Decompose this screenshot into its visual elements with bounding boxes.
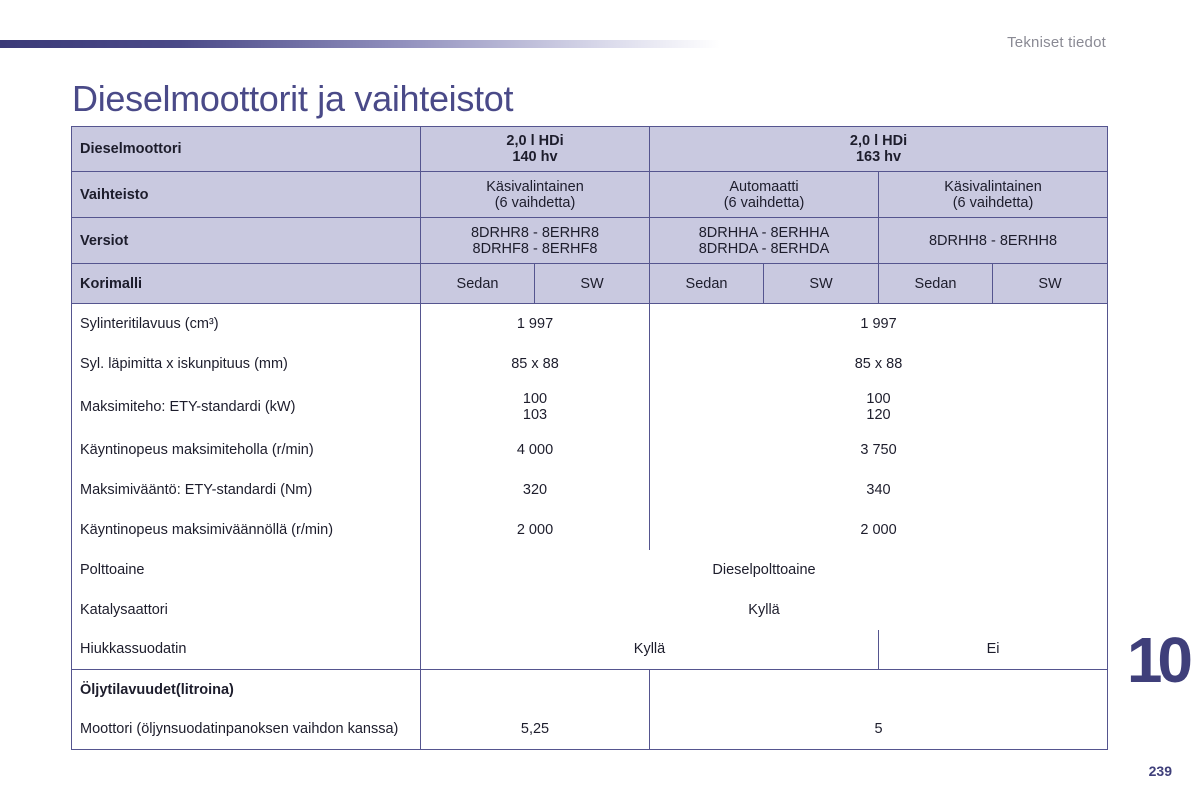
versions-label: Versiot xyxy=(72,218,421,264)
header-gradient-bar xyxy=(0,40,720,48)
engine-163-line1: 2,0 l HDi xyxy=(849,133,908,149)
spec-label: Käyntinopeus maksimiteholla (r/min) xyxy=(72,430,421,470)
chapter-number: 10 xyxy=(1126,624,1188,696)
section-label: Tekniset tiedot xyxy=(1007,34,1106,51)
spec-value-163: 3 750 xyxy=(650,430,1108,470)
spec-row xyxy=(72,510,1108,550)
oil-empty-cell xyxy=(421,670,650,710)
spec-value-140: 1 997 xyxy=(421,304,650,344)
spec-value-line1: 100 xyxy=(522,390,548,407)
version-line2: 8DRHDA - 8ERHDA xyxy=(698,240,830,257)
version-cell xyxy=(650,218,879,264)
gearbox-line2: (6 vaihdetta) xyxy=(494,194,576,211)
spec-label: Syl. läpimitta x iskunpituus (mm) xyxy=(72,344,421,384)
body-row xyxy=(72,264,1108,304)
particle-filter-row xyxy=(72,630,1108,670)
spec-row xyxy=(72,304,1108,344)
gearbox-cell xyxy=(421,172,650,218)
gearbox-line2: (6 vaihdetta) xyxy=(952,194,1034,211)
spec-value-163 xyxy=(650,384,1108,430)
version-cell xyxy=(879,218,1108,264)
spec-label: Maksimivääntö: ETY-standardi (Nm) xyxy=(72,470,421,510)
gearbox-line1: Automaatti xyxy=(729,178,799,195)
body-label: Korimalli xyxy=(72,264,421,304)
fuel-row xyxy=(72,550,1108,590)
fuel-value: Dieselpolttoaine xyxy=(421,550,1108,590)
engine-140-cell xyxy=(421,127,650,172)
page-number: 239 xyxy=(1148,763,1172,779)
engine-163-cell xyxy=(650,127,1108,172)
particle-filter-label: Hiukkassuodatin xyxy=(72,630,421,670)
spec-value-line2: 103 xyxy=(522,406,548,423)
body-type-cell: Sedan xyxy=(650,264,764,304)
spec-value-163: 340 xyxy=(650,470,1108,510)
gearbox-cell xyxy=(650,172,879,218)
spec-row xyxy=(72,344,1108,384)
versions-row xyxy=(72,218,1108,264)
gearbox-cell xyxy=(879,172,1108,218)
spec-label: Käyntinopeus maksimiväännöllä (r/min) xyxy=(72,510,421,550)
spec-value-140: 4 000 xyxy=(421,430,650,470)
oil-label: Moottori (öljynsuodatinpanoksen vaihdon kanssa) xyxy=(72,710,421,750)
version-line2: 8DRHF8 - 8ERHF8 xyxy=(472,240,598,257)
fuel-label: Polttoaine xyxy=(72,550,421,590)
gearbox-line2: (6 vaihdetta) xyxy=(723,194,805,211)
oil-row xyxy=(72,710,1108,750)
body-type-cell: SW xyxy=(764,264,879,304)
version-line1: 8DRHR8 - 8ERHR8 xyxy=(470,224,600,241)
engine-140-line2: 140 hv xyxy=(512,149,558,165)
engine-163-line2: 163 hv xyxy=(855,149,902,165)
spec-value-140 xyxy=(421,384,650,430)
spec-row xyxy=(72,470,1108,510)
gearbox-label: Vaihteisto xyxy=(72,172,421,218)
body-type-cell: SW xyxy=(535,264,650,304)
engine-label: Dieselmoottori xyxy=(72,127,421,172)
spec-value-163: 85 x 88 xyxy=(650,344,1108,384)
version-cell xyxy=(421,218,650,264)
spec-value-140: 2 000 xyxy=(421,510,650,550)
gearbox-line1: Käsivalintainen xyxy=(944,178,1042,195)
gearbox-row xyxy=(72,172,1108,218)
body-type-cell: SW xyxy=(993,264,1108,304)
version-line1: 8DRHH8 - 8ERHH8 xyxy=(928,232,1058,249)
version-line1: 8DRHHA - 8ERHHA xyxy=(698,224,830,241)
catalyst-label: Katalysaattori xyxy=(72,590,421,630)
catalyst-row xyxy=(72,590,1108,630)
particle-filter-value: Kyllä xyxy=(421,630,879,670)
spec-value-line2: 120 xyxy=(866,406,891,423)
oil-value-163: 5 xyxy=(650,710,1108,750)
spec-value-140: 320 xyxy=(421,470,650,510)
spec-row xyxy=(72,430,1108,470)
oil-empty-cell xyxy=(650,670,1108,710)
engine-140-line1: 2,0 l HDi xyxy=(506,133,564,149)
particle-filter-value: Ei xyxy=(879,630,1108,670)
engine-row xyxy=(72,127,1108,172)
spec-value-140: 85 x 88 xyxy=(421,344,650,384)
oil-value-140: 5,25 xyxy=(421,710,650,750)
body-type-cell: Sedan xyxy=(879,264,993,304)
gearbox-line1: Käsivalintainen xyxy=(486,178,584,195)
spec-value-163: 1 997 xyxy=(650,304,1108,344)
body-type-cell: Sedan xyxy=(421,264,535,304)
spec-row xyxy=(72,384,1108,430)
spec-value-163: 2 000 xyxy=(650,510,1108,550)
catalyst-value: Kyllä xyxy=(421,590,1108,630)
spec-label: Sylinteritilavuus (cm³) xyxy=(72,304,421,344)
page-title: Dieselmoottorit ja vaihteistot xyxy=(72,78,514,119)
spec-value-line1: 100 xyxy=(866,390,891,407)
diesel-spec-table xyxy=(71,126,1108,750)
spec-label: Maksimiteho: ETY-standardi (kW) xyxy=(72,384,421,430)
oil-heading-row xyxy=(72,670,1108,710)
oil-heading: Öljytilavuudet(litroina) xyxy=(72,670,421,710)
